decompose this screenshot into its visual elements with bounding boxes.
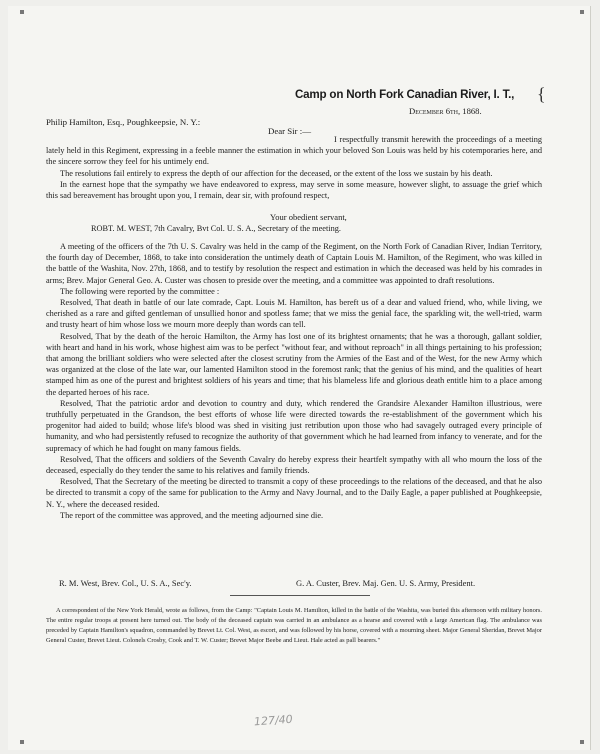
secretary-signature: ROBT. M. WEST, 7th Cavalry, Bvt Col. U. S. A., Secretary of the meeting.: [91, 224, 341, 233]
scan-mark: [20, 10, 24, 14]
resolution-paragraph: Resolved, That death in battle of our late comrade, Capt. Louis M. Hamilton, has bereft us of a dear and valued friend, who, while living, we cherished as a rare and gifted gentleman of unsullied honor and spotless fame; that we miss the genial face, the sparkling wit, the well-tried, warm and trusty heart of him whose loss we mourn more deeply than words can tell.: [46, 298, 542, 330]
salutation: Dear Sir :—: [268, 126, 311, 136]
herald-footnote: A correspondent of the New York Herald, wrote as follows, from the Camp: "Captain Louis M. Hamilton, killed in the battle of the Washita, was buried this afternoon with military honors. The entire regular troops at present here turned out. The body of the deceased captain was carried in an ambulance as a hearse and covered with a large American flag. The ambulance was preceded by Captain Hamilton's squadron, commanded by Brevet Lt. Col. West, as escort, and was followed by his horse, covered with a mourning sheet. Major General Sheridan, Brevet Major General Custer, Brevet Lieut. Colonels Crosby, Cook and T. W. Custer; Brevet Major Beebe and Lieut. Hale acted as pall bearers.": [46, 607, 542, 644]
scan-mark: [20, 740, 24, 744]
letter-paragraph: In the earnest hope that the sympathy we have endeavored to express, may serve in some measure, however slight, to assuage the grief which this sad bereavement has brought upon you, I remain, dear sir, with profound respect,: [46, 179, 542, 201]
proceedings-paragraph: The following were reported by the committee :: [60, 286, 220, 296]
letter-heading: Camp on North Fork Canadian River, I. T.,: [295, 88, 515, 101]
letter-paragraph: I respectfully transmit herewith the proceedings of a meeting lately held in this Regiment, expressing in a feeble manner the estimation in which your beloved Son Louis was held by his cotemporaries here, and the sincere sorrow they feel for his untimely end.: [46, 135, 542, 167]
resolution-paragraph: Resolved, That the patriotic ardor and devotion to country and duty, which rendered the Grandsire Alexander Hamilton illustrious, were truthfully perpetuated in the Grandson, the best efforts of whose life were directed towards the re-establishment of the government which his progenitor had aided to build; whose life's blood was shed in visiting just retribution upon those who had savagely outraged every principle of humanity, and who had persistently refused to recognize the authority of that government which he had learned from infancy to venerate, and for the supremacy of which he had fought on many famous fields.: [46, 398, 542, 453]
letter-closing: Your obedient servant,: [270, 212, 347, 222]
president-signoff: G. A. Custer, Brev. Maj. Gen. U. S. Army, President.: [296, 578, 476, 588]
resolution-paragraph: Resolved, That by the death of the heroic Hamilton, the Army has lost one of its brightest ornaments; that he was a thorough, gallant soldier, with heart and hand in his work, whose highest aim was to be perfect "without fear, and without reproach" in all things pertaining to his profession; that among the brilliant soldiers who were selected after the closest scrutiny from the Armies of the East and of the West, for the new Army which was organized at the close of the late war, our lamented Hamilton stood in the foremost rank; that the genius of his mind, and the qualities of heart stamped him as one of the purest and brightest soldiers of his years and time; that his blameless life and glorious death entitle him to a place among the departed heroes of his race.: [46, 331, 542, 397]
resolution-paragraph: Resolved, That the Secretary of the meeting be directed to transmit a copy of these proceedings to the relations of the deceased, and that he also be directed to transmit a copy of the same for publication to the Army and Navy Journal, and to the Daily Eagle, a paper published at Poughkeepsie, N. Y., where the deceased resided.: [46, 477, 542, 509]
meeting-proceedings: [46, 241, 542, 521]
letter-date: December 6th, 1868.: [409, 106, 482, 116]
catalog-mark: 127/40: [253, 712, 294, 729]
letter-body: [46, 134, 542, 201]
letter-paragraph: The resolutions fail entirely to express the depth of our affection for the deceased, or the extent of the loss we sustain by his death.: [60, 168, 493, 178]
scan-mark: [580, 740, 584, 744]
secretary-signoff: R. M. West, Brev. Col., U. S. A., Sec'y.: [59, 578, 192, 588]
proceedings-paragraph: A meeting of the officers of the 7th U. S. Cavalry was held in the camp of the Regiment, on the North Fork of Canadian River, Indian Territory, the fourth day of December, 1868, to take into consideration the untimely death of Captain Louis M. Hamilton, of the Regiment, who was killed in the battle of the Washita, Nov. 27th, 1868, and to testify by resolution the respect and estimation in which the deceased was held by his comrades in arms; Brev. Major General Geo. A. Custer was chosen to preside over the meeting, and a committee was appointed to draft resolutions.: [46, 242, 542, 285]
resolution-paragraph: Resolved, That the officers and soldiers of the Seventh Cavalry do hereby express their heartfelt sympathy with all who mourn the loss of the deceased, especially do they tender the same to his relatives and family friends.: [46, 454, 542, 476]
divider-rule: [230, 595, 370, 596]
brace-mark: {: [537, 84, 546, 104]
proceedings-paragraph: The report of the committee was approved, and the meeting adjourned sine die.: [60, 510, 324, 520]
scan-mark: [580, 10, 584, 14]
addressee: Philip Hamilton, Esq., Poughkeepsie, N. Y.:: [46, 117, 201, 127]
